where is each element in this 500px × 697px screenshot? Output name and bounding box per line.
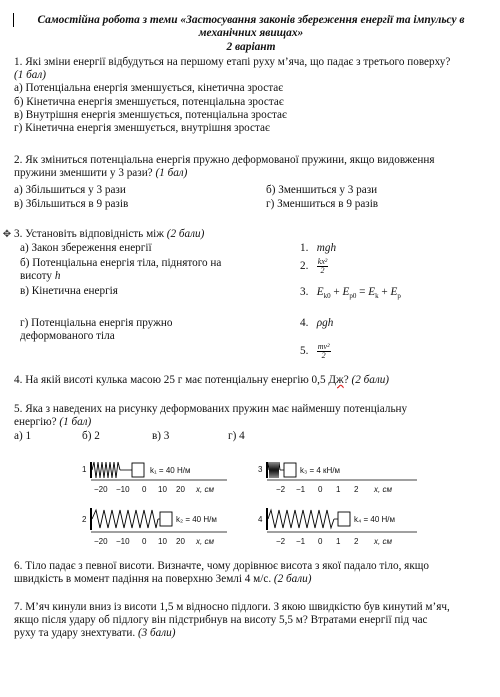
svg-text:10: 10 — [158, 537, 167, 546]
title-line-2: механічних явищах» — [198, 27, 304, 39]
spring-2 — [82, 508, 227, 532]
left-axis-top — [94, 485, 214, 494]
title-variant: 2 варіант — [226, 41, 276, 53]
q3-left-a: а) Закон збереження енергії — [20, 242, 152, 254]
svg-text:10: 10 — [158, 485, 167, 494]
right-axis-top — [276, 485, 392, 494]
q3-left-d: г) Потенціальна енергія пружно — [20, 317, 173, 329]
question-6 — [14, 560, 492, 586]
q7-text-line-3: руху та удару знехтувати. — [14, 627, 136, 640]
svg-text:0: 0 — [318, 485, 323, 494]
question-4: 4. На якій висоті кулька масою 25 г має потенціальну енергію 0,5 Дж? (2 бали) — [14, 374, 390, 386]
q3-text: 3. Установіть відповідність між — [14, 228, 164, 240]
q2-text-line-2: пружини зменшити у 3 рази? — [14, 167, 153, 180]
left-axis-bottom — [94, 537, 214, 546]
q2-option-a: а) Збільшиться у 3 рази — [14, 184, 126, 196]
q3-formula-4: 4. ρgh — [300, 317, 334, 329]
svg-text:x, см: x, см — [374, 537, 392, 546]
svg-text:2: 2 — [82, 515, 87, 524]
svg-text:2: 2 — [354, 537, 359, 546]
q4-unit: Дж — [328, 374, 344, 386]
q1-option-d: г) Кінетична енергія зменшується, внутрішня зростає — [14, 122, 270, 135]
q1-points: (1 бал) — [14, 69, 46, 82]
svg-text:−1: −1 — [296, 485, 306, 494]
q6-text-line-2: швидкість в момент падіння на поверхню Землі 4 м/с. — [14, 573, 272, 586]
q5-text-line-2: енергію? — [14, 416, 57, 429]
question-1 — [14, 56, 492, 135]
q2-option-c: в) Збільшиться в 9 разів — [14, 198, 129, 210]
q3-left-c: в) Кінетична енергія — [20, 285, 118, 297]
q2-points: (1 бал) — [155, 167, 188, 180]
svg-text:2: 2 — [354, 485, 359, 494]
q6-text-line-1: 6. Тіло падає з певної висоти. Визначте, чому дорівнює висота з якої падало тіло, якщо — [14, 560, 429, 572]
svg-text:−10: −10 — [116, 537, 130, 546]
q7-text-line-2: якщо після удару об підлогу він підстрибнув на висоту 5,5 м? Втратами енергії під час — [14, 614, 428, 627]
q3-formula-1: 1. mgh — [300, 242, 337, 254]
spring-2-label: k₂ = 40 Н/м — [176, 515, 217, 524]
q3-formula-2: 2. $\frac{\text{kx²}}{2}$ — [300, 257, 328, 275]
svg-text:−10: −10 — [116, 485, 130, 494]
question-7 — [14, 601, 492, 641]
svg-text:−1: −1 — [296, 537, 306, 546]
spring-1-label: k₁ = 40 Н/м — [150, 466, 191, 475]
q1-option-a: а) Потенціальна енергія зменшується, кінетична зростає — [14, 82, 283, 95]
q7-points: (3 бали) — [137, 627, 176, 640]
q5-text-line-1: 5. Яка з наведених на рисунку деформованих пружин має найменшу потенціальну — [14, 403, 408, 415]
q7-text-line-1: 7. М’яч кинули вниз із висоти 1,5 м відносно підлоги. З якою швидкістю був кинутий м’яч, — [14, 601, 450, 613]
q3-formula-5: 5. $\frac{\text{mv²}}{2}$ — [300, 342, 330, 360]
q6-points: (2 бали) — [273, 573, 312, 586]
right-axis-bottom — [276, 537, 392, 546]
svg-text:1: 1 — [336, 485, 341, 494]
spring-4-label: k₄ = 40 Н/м — [354, 515, 396, 524]
question-5 — [14, 403, 492, 429]
q5-option-d: г) 4 — [228, 430, 245, 442]
q5-points: (1 бал) — [59, 416, 92, 429]
spring-4 — [258, 508, 417, 532]
move-handle-icon[interactable]: ✥ — [2, 229, 12, 240]
q4-points: (2 бали) — [351, 374, 390, 386]
q5-option-c: в) 3 — [152, 430, 170, 442]
q3-formula-3: 3. $E_{k0} + E_{p0} = E_k + E_p$ — [300, 286, 401, 301]
question-2 — [14, 154, 492, 180]
q3-left-d-cont: деформованого тіла — [20, 330, 115, 342]
q3-points: (2 бали) — [166, 228, 205, 240]
springs-figure — [72, 458, 428, 548]
q5-option-b: б) 2 — [82, 430, 100, 442]
q1-option-c: в) Внутрішня енергія зменшується, потенціальна зростає — [14, 108, 287, 121]
q2-text-line-1: 2. Як зміниться потенціальна енергія пружно деформованої пружини, якщо видовження — [14, 154, 435, 166]
q3-left-b-cont: висоту h — [20, 270, 61, 282]
svg-text:−20: −20 — [94, 485, 108, 494]
svg-text:20: 20 — [176, 485, 185, 494]
svg-text:0: 0 — [142, 485, 147, 494]
svg-text:−20: −20 — [94, 537, 108, 546]
spring-3 — [258, 462, 417, 480]
q3-heading — [14, 228, 204, 241]
spring-1 — [82, 462, 227, 480]
q3-h-symbol: h — [54, 270, 61, 282]
svg-text:3: 3 — [258, 465, 263, 474]
svg-text:4: 4 — [258, 515, 263, 524]
q1-text: 1. Які зміни енергії відбудуться на першому етапі руху м’яча, що падає з третього поверху? — [14, 56, 451, 68]
svg-text:0: 0 — [142, 537, 147, 546]
q2-option-b: б) Зменшиться у 3 рази — [266, 184, 378, 196]
q5-option-a: а) 1 — [14, 430, 32, 442]
q1-option-b: б) Кінетична енергія зменшується, потенціальна зростає — [14, 95, 284, 108]
svg-text:−2: −2 — [276, 485, 286, 494]
svg-text:0: 0 — [318, 537, 323, 546]
svg-text:−2: −2 — [276, 537, 286, 546]
svg-text:1: 1 — [336, 537, 341, 546]
q2-option-d: г) Зменшиться в 9 разів — [266, 198, 379, 210]
q3-left-b: б) Потенціальна енергія тіла, піднятого на — [20, 257, 222, 269]
svg-text:20: 20 — [176, 537, 185, 546]
svg-text:x, см: x, см — [196, 537, 214, 546]
spring-3-label: k₃ = 4 кН/м — [300, 466, 341, 475]
svg-text:x, см: x, см — [196, 485, 214, 494]
svg-text:1: 1 — [82, 465, 87, 474]
svg-text:x, см: x, см — [374, 485, 392, 494]
title-line-1: Самостійна робота з теми «Застосування законів збереження енергії та імпульсу в — [37, 14, 465, 26]
